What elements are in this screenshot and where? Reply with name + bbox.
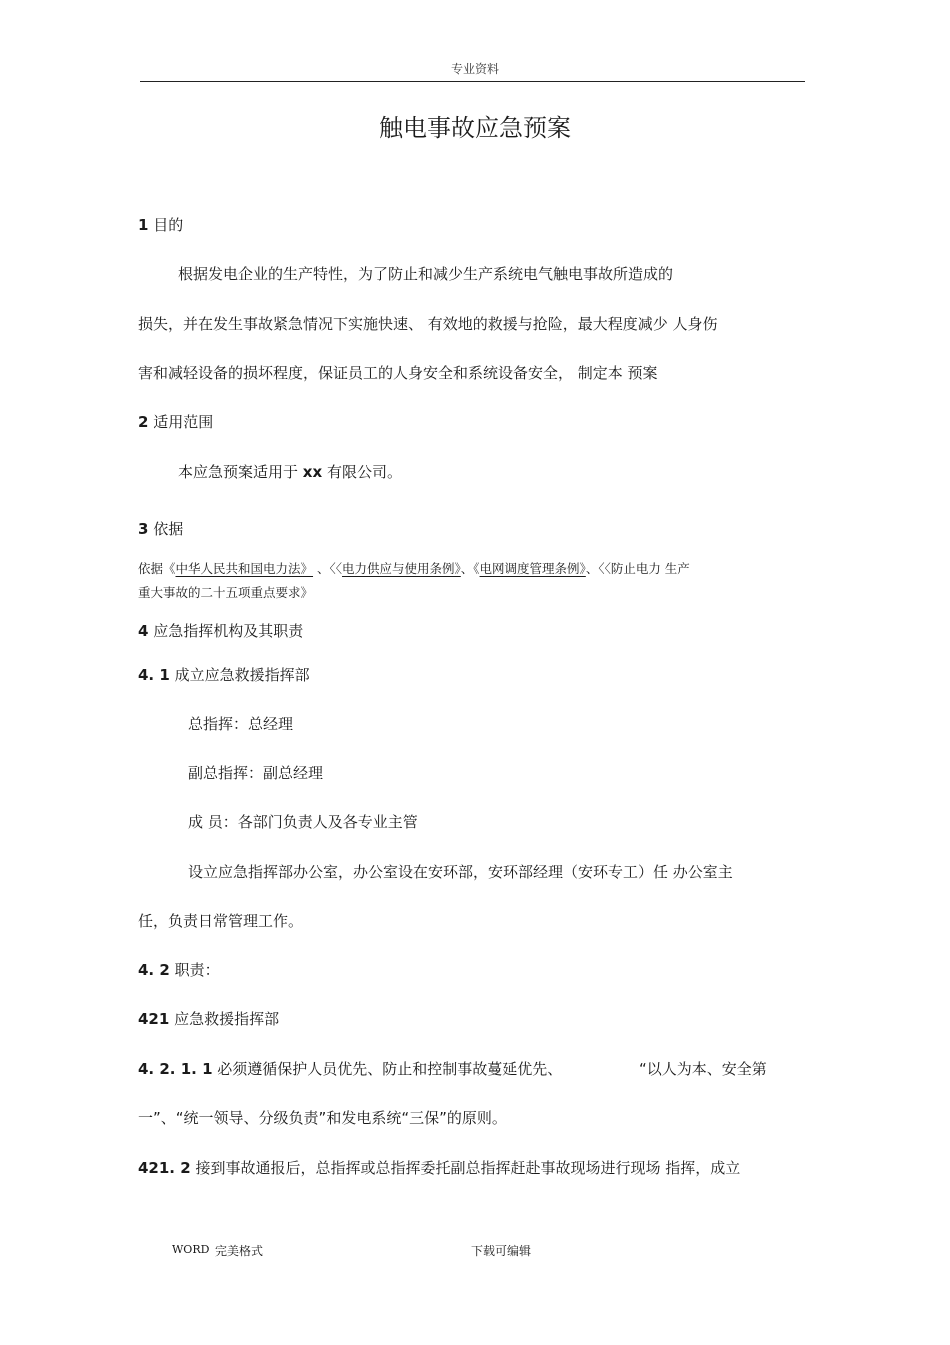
section-number: 1 — [138, 216, 149, 234]
item-4-2-1-1-line-1 — [138, 1058, 562, 1079]
basis-separator: 、〈〈 — [313, 561, 343, 576]
section-3-heading — [138, 518, 183, 539]
scope-text-c: 有限公司。 — [326, 463, 402, 481]
section-number: 3 — [138, 520, 149, 538]
basis-lead: 依据《 — [138, 561, 176, 576]
item-4-2-1-1-line-2: 一”、“统一领导、分级负责”和发电系统“三保”的原则。 — [138, 1109, 507, 1127]
company-placeholder: xx — [302, 463, 323, 481]
section-1-heading — [138, 214, 183, 235]
law-reference: 电网调度管理条例》 — [479, 561, 586, 576]
section-number: 4. 1 — [138, 666, 170, 684]
section-number: 2 — [138, 413, 149, 431]
section-number: 4 — [138, 622, 149, 640]
role-members: 成 员：各部门负责人及各专业主管 — [188, 813, 418, 831]
role-commander: 总指挥：总经理 — [188, 715, 294, 733]
section-title: 依据 — [153, 520, 184, 538]
scope-text — [178, 461, 402, 482]
section-title: 应急指挥机构及其职责 — [153, 622, 304, 640]
paragraph-line: 害和减轻设备的损坏程度，保证员工的人身安全和系统设备安全， 制定本 预案 — [138, 364, 658, 382]
section-4-heading — [138, 620, 303, 641]
paragraph-line: 设立应急指挥部办公室，办公室设在安环部，安环部经理（安环专工）任 办公室主 — [188, 863, 733, 881]
section-title: 成立应急救援指挥部 — [174, 666, 310, 684]
page-header: 专业资料 — [450, 62, 499, 76]
section-title: 目的 — [153, 216, 184, 234]
basis-line-1 — [138, 559, 690, 577]
section-2-heading — [138, 411, 213, 432]
section-4-2-1-heading — [138, 1008, 279, 1029]
paragraph-line: 任，负责日常管理工作。 — [138, 912, 304, 930]
section-title: 职责： — [174, 961, 220, 979]
document-title: 触电事故应急预案 — [379, 114, 571, 142]
item-text-quote: “以人为本、安全第 — [639, 1060, 767, 1078]
section-4-1-heading — [138, 664, 310, 685]
section-number: 421 — [138, 1010, 170, 1028]
paragraph-line: 损失，并在发生事故紧急情况下实施快速、 有效地的救援与抢险，最大程度减少 人身伤 — [138, 315, 718, 333]
scope-text-a: 本应急预案适用于 — [178, 463, 299, 481]
footer-editable: 下载可编辑 — [471, 1244, 532, 1258]
section-title: 应急救援指挥部 — [174, 1010, 280, 1028]
role-deputy: 副总指挥：副总经理 — [188, 764, 324, 782]
header-rule — [140, 81, 805, 82]
item-text: 接到事故通报后，总指挥或总指挥委托副总指挥赶赴事故现场进行现场 指挥，成立 — [195, 1159, 741, 1177]
footer-word: WORD — [172, 1243, 210, 1256]
item-4-2-1-2-line-1 — [138, 1157, 740, 1178]
paragraph-line: 根据发电企业的生产特性，为了防止和减少生产系统电气触电事故所造成的 — [178, 265, 674, 283]
section-title: 适用范围 — [153, 413, 214, 431]
item-number: 4. 2. 1. 1 — [138, 1060, 213, 1078]
section-4-2-heading — [138, 959, 220, 980]
basis-line-2: 重大事故的二十五项重点要求》 — [138, 585, 314, 600]
footer-format: 完美格式 — [215, 1244, 264, 1258]
basis-separator: 、《 — [460, 561, 480, 576]
law-reference: 电力供应与使用条例》 — [342, 561, 461, 576]
basis-separator: 、〈〈防止电力 生产 — [585, 561, 690, 576]
section-number: 4. 2 — [138, 961, 170, 979]
item-text: 必须遵循保护人员优先、防止和控制事故蔓延优先、 — [217, 1060, 563, 1078]
item-number: 421. 2 — [138, 1159, 191, 1177]
law-reference: 中华人民共和国电力法》 — [175, 561, 314, 576]
